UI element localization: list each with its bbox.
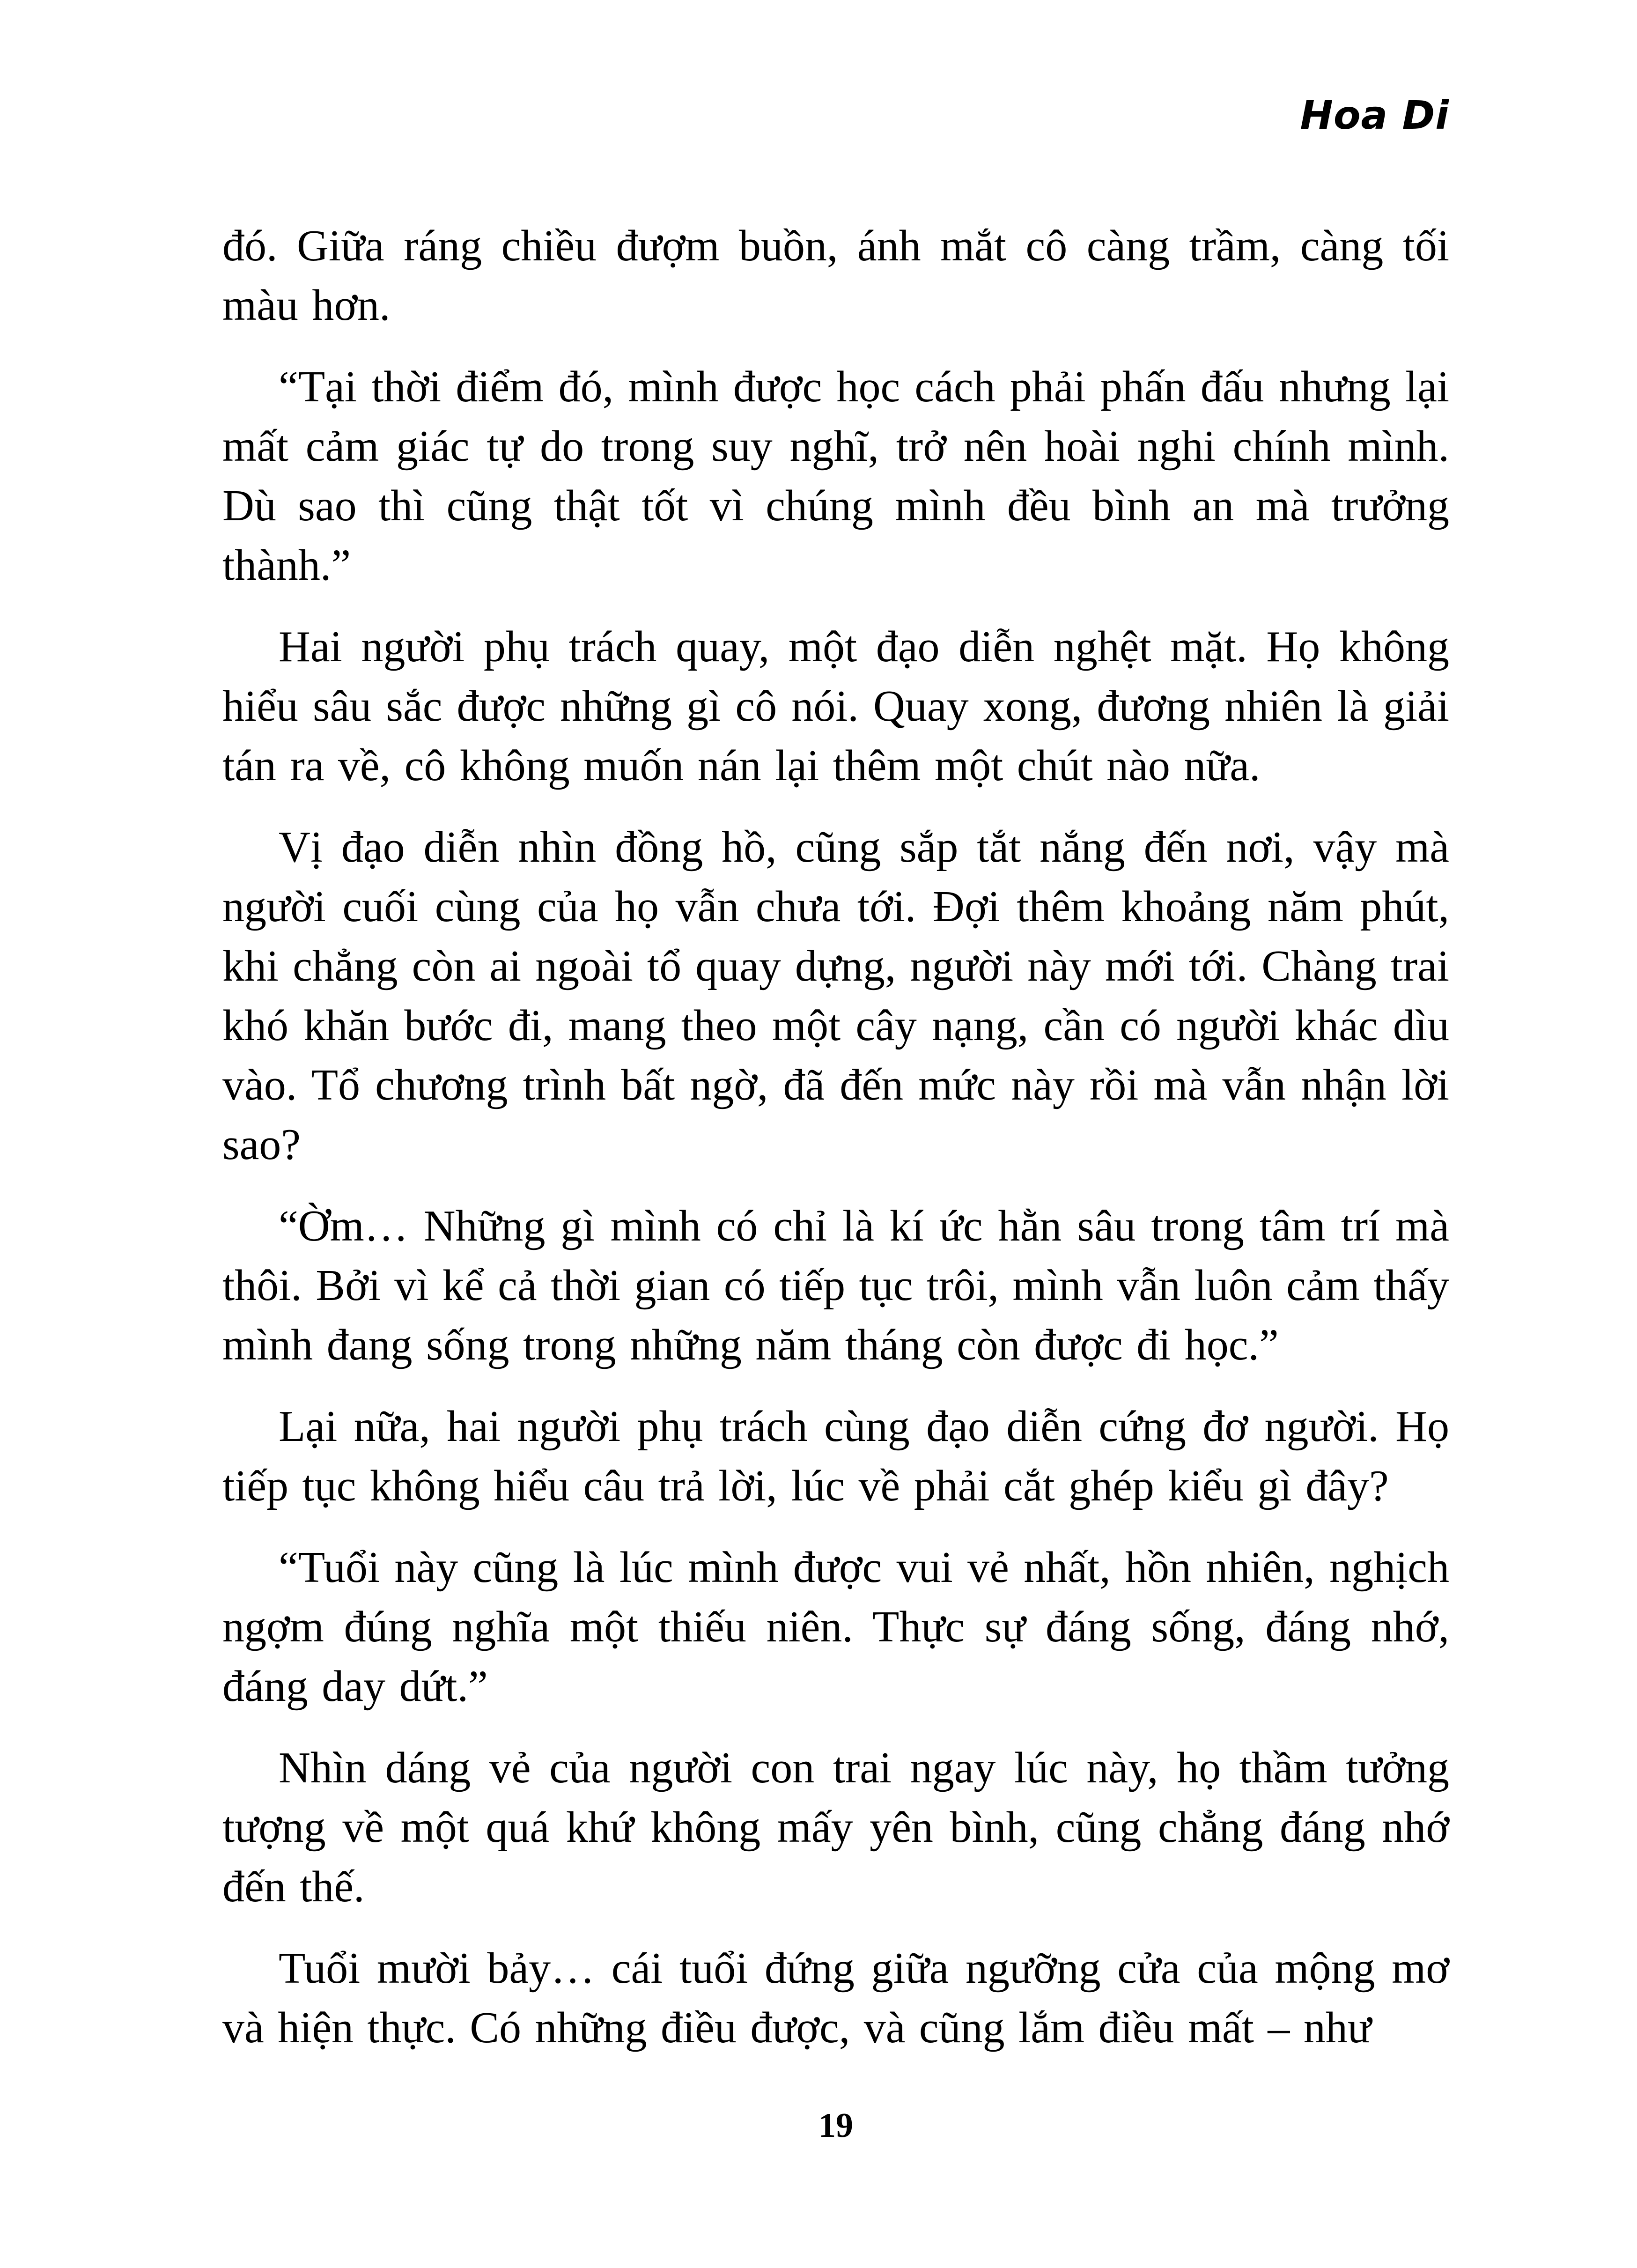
running-header: Hoa Di — [1300, 92, 1449, 138]
paragraph: Nhìn dáng vẻ của người con trai ngay lúc này, họ thầm tưởng tượng về một quá khứ không mấy yên bình, cũng chẳng đáng nhớ đến thế. — [222, 1743, 1449, 1911]
paragraph: đó. Giữa ráng chiều đượm buồn, ánh mắt cô càng trầm, càng tối màu hơn. — [222, 222, 1449, 330]
paragraph: “Ờm… Những gì mình có chỉ là kí ức hằn sâu trong tâm trí mà thôi. Bởi vì kể cả thời gian có tiếp tục trôi, mình vẫn luôn cảm thấy mình đang sống trong những năm tháng còn được đi học.” — [222, 1202, 1449, 1369]
page-number: 19 — [818, 2106, 853, 2145]
paragraph: Hai người phụ trách quay, một đạo diễn nghệt mặt. Họ không hiểu sâu sắc được những gì cô nói. Quay xong, đương nhiên là giải tán ra về, cô không muốn nán lại thêm một chút nào nữa. — [222, 622, 1449, 790]
paragraph: Lại nữa, hai người phụ trách cùng đạo diễn cứng đơ người. Họ tiếp tục không hiểu câu trả lời, lúc về phải cắt ghép kiểu gì đây? — [222, 1402, 1449, 1510]
paragraph: Tuổi mười bảy… cái tuổi đứng giữa ngưỡng cửa của mộng mơ và hiện thực. Có những điều được, và cũng lắm điều mất – như — [222, 1944, 1449, 2052]
page-body — [222, 216, 1449, 2058]
paragraph: “Tại thời điểm đó, mình được học cách phải phấn đấu nhưng lại mất cảm giác tự do trong suy nghĩ, trở nên hoài nghi chính mình. Dù sao thì cũng thật tốt vì chúng mình đều bình an mà trưởng thành.” — [222, 362, 1449, 590]
paragraph: Vị đạo diễn nhìn đồng hồ, cũng sắp tắt nắng đến nơi, vậy mà người cuối cùng của họ vẫn chưa tới. Đợi thêm khoảng năm phút, khi chẳng còn ai ngoài tổ quay dựng, người này mới tới. Chàng trai khó khăn bước đi, mang theo một cây nạng, cần có người khác dìu vào. Tổ chương trình bất ngờ, đã đến mức này rồi mà vẫn nhận lời sao? — [222, 823, 1449, 1169]
paragraph: “Tuổi này cũng là lúc mình được vui vẻ nhất, hồn nhiên, nghịch ngợm đúng nghĩa một thiếu niên. Thực sự đáng sống, đáng nhớ, đáng day dứt.” — [222, 1543, 1449, 1711]
